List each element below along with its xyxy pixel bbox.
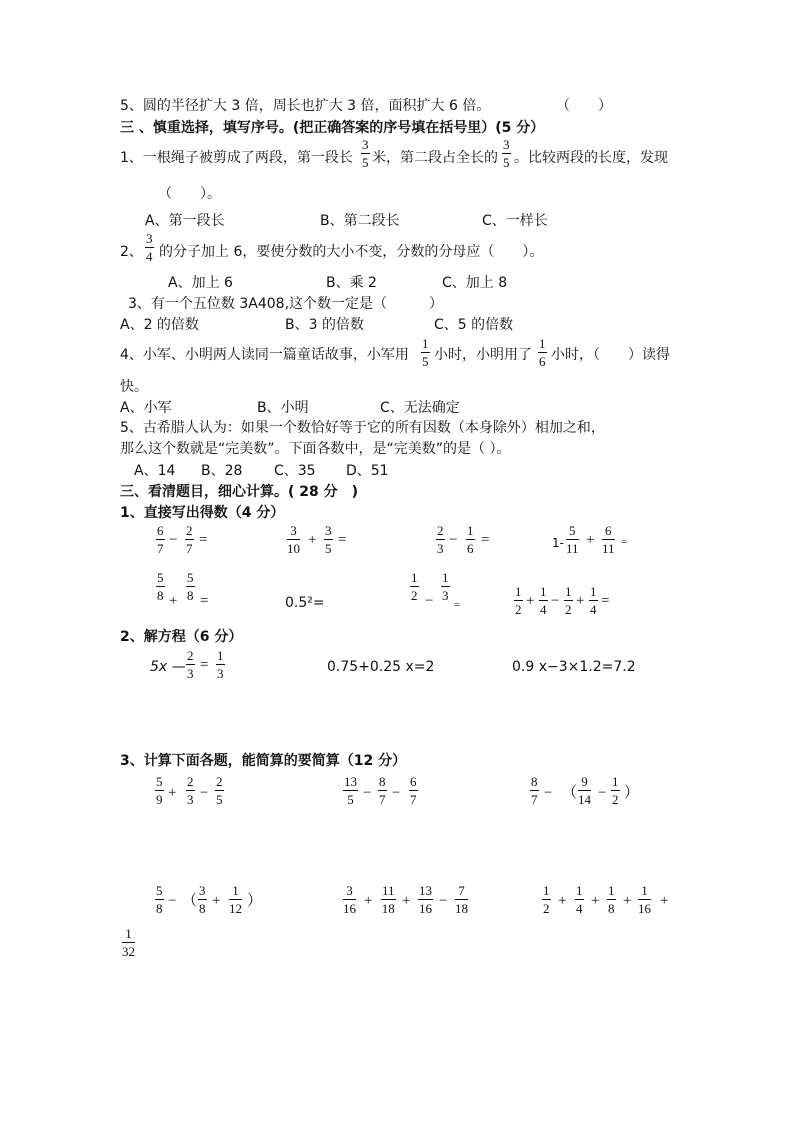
choice-q4-option-c: C、无法确定 xyxy=(380,400,460,416)
fraction: 1 2 xyxy=(543,883,550,916)
fraction: 7 18 xyxy=(455,883,468,916)
fraction: 1 4 xyxy=(576,883,583,916)
calc-section-heading: 三、看清题目，细心计算。( 28 分 ) xyxy=(120,484,359,500)
choice-q3-option-c: C、5 的倍数 xyxy=(434,317,514,333)
fraction: 1 3 xyxy=(442,570,449,603)
choice-q1-answer-paren: （ ）。 xyxy=(158,186,221,202)
choice-section-heading: 三 、慎重选择，填写序号。(把正确答案的序号填在括号里）(5 分） xyxy=(120,120,545,136)
choice-q3-option-a: A、2 的倍数 xyxy=(120,317,199,333)
fraction: 1 8 xyxy=(608,883,615,916)
choice-q4-text-b: 小时，小明用了 xyxy=(434,347,532,363)
choice-q3-text: 3、有一个五位数 3A408,这个数一定是（ ） xyxy=(128,296,444,312)
fraction: 1 32 xyxy=(122,926,135,959)
fraction: 5 8 xyxy=(157,570,164,603)
fraction: 11 18 xyxy=(381,883,395,916)
choice-q5-option-c: C、35 xyxy=(274,463,316,479)
choice-q2-prefix: 2、 xyxy=(120,244,143,260)
fraction: 5 8 xyxy=(187,570,194,603)
fraction: 3 4 xyxy=(146,231,153,264)
fraction: 5 9 xyxy=(156,774,163,807)
fraction: 1 2 xyxy=(612,774,619,807)
choice-q2-option-c: C、加上 8 xyxy=(442,275,508,291)
choice-q1-text-a: 1、一根绳子被剪成了两段，第一段长 xyxy=(120,150,353,166)
equation-3: 0.9 x−3×1.2=7.2 xyxy=(512,659,636,675)
direct-p4-lead: 1- xyxy=(552,536,564,550)
fraction: 9 14 xyxy=(578,774,591,807)
choice-q5-line1: 5、古希腊人认为：如果一个数恰好等于它的所有因数（本身除外）相加之和， xyxy=(120,420,605,436)
fraction: 6 7 xyxy=(410,774,417,807)
simplify-heading: 3、计算下面各题，能简算的要简算（12 分） xyxy=(120,753,407,769)
fraction: 1 12 xyxy=(229,883,242,916)
fraction: 3 16 xyxy=(343,883,356,916)
fraction: 1 6 xyxy=(467,523,474,556)
fraction: 2 7 xyxy=(186,523,193,556)
choice-q4-option-a: A、小军 xyxy=(120,400,172,416)
choice-q4-option-b: B、小明 xyxy=(257,400,309,416)
fraction: 6 11 xyxy=(602,523,615,556)
fraction: 1 2 xyxy=(411,570,418,603)
choice-q1-text-b: 米，第二段占全长的 xyxy=(372,150,498,166)
fraction: 1 4 xyxy=(590,584,597,617)
fraction: 3 5 xyxy=(503,137,510,170)
direct-calc-heading: 1、直接写出得数（4 分） xyxy=(120,505,285,521)
fraction: 1 5 xyxy=(422,336,429,369)
choice-q4-text-c: 小时，（ ）读得 xyxy=(551,347,670,363)
choice-q4-text-a: 4、小军、小明两人读同一篇童话故事，小军用 xyxy=(120,347,409,363)
choice-q3-option-b: B、3 的倍数 xyxy=(285,317,364,333)
fraction: 1 16 xyxy=(638,883,651,916)
choice-q1-text-c: 。比较两段的长度，发现 xyxy=(514,150,668,166)
choice-q1-option-c: C、一样长 xyxy=(482,213,548,229)
fraction: 13 5 xyxy=(344,774,357,807)
fraction: 1 3 xyxy=(217,648,224,681)
choice-q4-text-d: 快。 xyxy=(120,379,148,395)
fraction: 2 5 xyxy=(216,774,223,807)
fraction: 3 5 xyxy=(325,523,332,556)
fraction: 1 2 xyxy=(565,584,572,617)
choice-q1-option-b: B、第二段长 xyxy=(320,213,400,229)
judge-q5-answer-paren: （ ） xyxy=(556,98,612,114)
fraction: 5 11 xyxy=(566,523,579,556)
fraction: 13 16 xyxy=(419,883,432,916)
choice-q2-text: 的分子加上 6，要使分数的大小不变，分数的分母应（ ）。 xyxy=(159,244,544,260)
fraction: 1 6 xyxy=(539,336,546,369)
fraction: 6 7 xyxy=(157,523,164,556)
choice-q5-option-b: B、28 xyxy=(201,463,243,479)
equation-heading: 2、解方程（6 分） xyxy=(120,629,243,645)
choice-q5-option-a: A、14 xyxy=(134,463,176,479)
choice-q2-option-b: B、乘 2 xyxy=(326,275,377,291)
judge-q5: 5、圆的半径扩大 3 倍，周长也扩大 3 倍，面积扩大 6 倍。 xyxy=(120,98,491,114)
fraction: 3 10 xyxy=(287,523,300,556)
fraction: 2 3 xyxy=(437,523,444,556)
fraction: 1 2 xyxy=(515,584,522,617)
choice-q5-option-d: D、51 xyxy=(346,463,389,479)
fraction: 8 7 xyxy=(379,774,386,807)
fraction: 8 7 xyxy=(531,774,538,807)
choice-q1-option-a: A、第一段长 xyxy=(145,213,225,229)
equation-1-lead: 5x — xyxy=(150,659,186,675)
fraction: 1 4 xyxy=(540,584,547,617)
fraction: 3 8 xyxy=(199,883,206,916)
fraction: 3 5 xyxy=(362,137,369,170)
fraction: 2 3 xyxy=(187,774,194,807)
equation-2: 0.75+0.25 x=2 xyxy=(327,659,435,675)
choice-q5-line2: 那么这个数就是“完美数”。下面各数中，是“完美数”的是（ ）。 xyxy=(120,441,511,457)
fraction: 5 8 xyxy=(156,883,163,916)
fraction: 2 3 xyxy=(187,648,194,681)
direct-p6: 0.5²= xyxy=(285,595,325,611)
choice-q2-option-a: A、加上 6 xyxy=(168,275,233,291)
